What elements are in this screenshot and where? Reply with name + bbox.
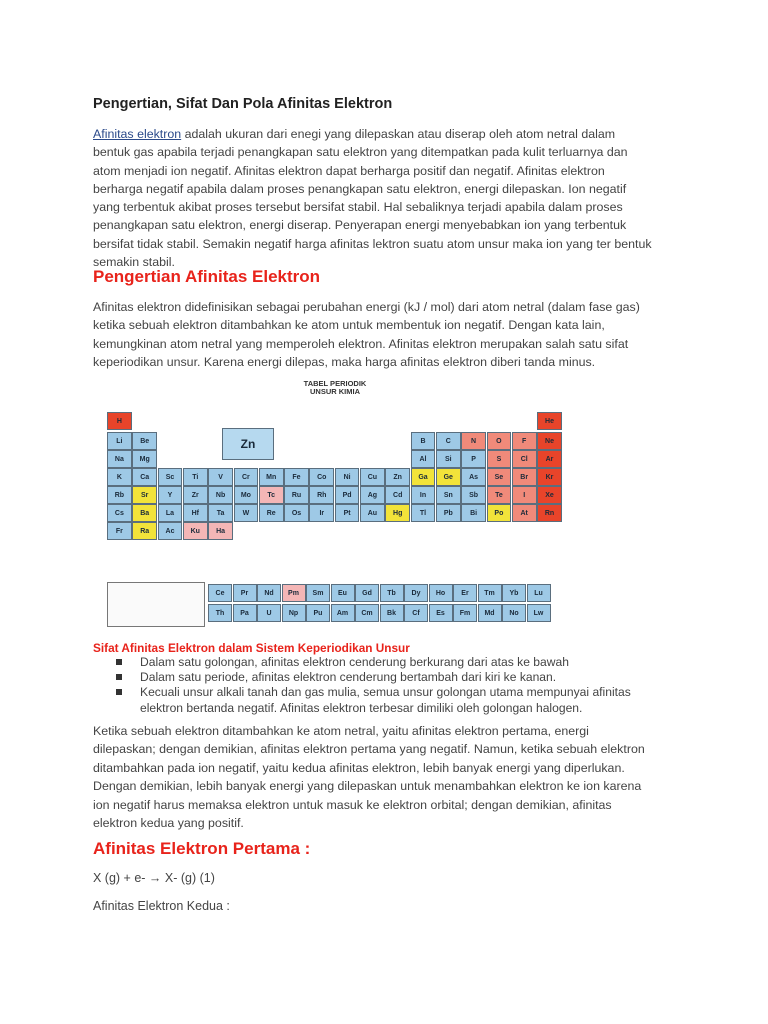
figure-title — [104, 380, 566, 396]
element-cell-pb: Pb — [436, 504, 461, 522]
element-cell-ag: Ag — [360, 486, 385, 504]
element-cell-rb: Rb — [107, 486, 132, 504]
element-cell-ni: Ni — [335, 468, 360, 486]
element-cell-ge: Ge — [436, 468, 461, 486]
list-item — [93, 685, 683, 715]
intro-paragraph — [93, 125, 683, 271]
element-cell-b: B — [411, 432, 436, 450]
element-cell-ra: Ra — [132, 522, 157, 540]
element-cell-ku: Ku — [183, 522, 208, 540]
heading-afinitas-pertama: Afinitas Elektron Pertama : — [93, 839, 311, 858]
paragraph-line: elektron kedua yang positif. — [93, 816, 244, 831]
element-cell-mo: Mo — [234, 486, 259, 504]
element-cell-u: U — [257, 604, 281, 622]
element-cell-pd: Pd — [335, 486, 360, 504]
element-cell-ba: Ba — [132, 504, 157, 522]
element-cell-bk: Bk — [380, 604, 404, 622]
element-cell-p: P — [461, 450, 486, 468]
element-cell-sr: Sr — [132, 486, 157, 504]
element-cell-co: Co — [309, 468, 334, 486]
element-cell-ga: Ga — [411, 468, 436, 486]
definition-paragraph — [93, 298, 683, 371]
element-cell-i: I — [512, 486, 537, 504]
element-cell-rn: Rn — [537, 504, 562, 522]
intro-line: semakin stabil. — [93, 255, 175, 270]
element-cell-pt: Pt — [335, 504, 360, 522]
intro-line: yang terbentuk akibat proses tersebut bersifat stabil. Hal sebaliknya terjadi apabila dalam proses — [93, 200, 623, 215]
element-cell-hf: Hf — [183, 504, 208, 522]
element-cell-br: Br — [512, 468, 537, 486]
element-cell-sm: Sm — [306, 584, 330, 602]
element-cell-cl: Cl — [512, 450, 537, 468]
element-cell-v: V — [208, 468, 233, 486]
bullet-text: elektron bertanda negatif. Afinitas elektron terbesar dimiliki oleh golongan halogen. — [140, 700, 583, 715]
intro-line: penangkapan satu elektron, energi diserap. Penyerapan energi menyebabkan ion yang terbentuk — [93, 218, 627, 233]
element-cell-al: Al — [411, 450, 436, 468]
element-cell-hg: Hg — [385, 504, 410, 522]
element-cell-h: H — [107, 412, 132, 430]
element-cell-as: As — [461, 468, 486, 486]
element-cell-in: In — [411, 486, 436, 504]
element-cell-be: Be — [132, 432, 157, 450]
legend-box — [107, 582, 205, 627]
element-cell-ha: Ha — [208, 522, 233, 540]
element-cell-es: Es — [429, 604, 453, 622]
afinitas-elektron-link[interactable]: Afinitas elektron — [93, 127, 182, 141]
element-cell-nd: Nd — [257, 584, 281, 602]
element-cell-cu: Cu — [360, 468, 385, 486]
element-cell-tc: Tc — [259, 486, 284, 504]
paragraph-line: dilepaskan; dengan demikian, afinitas elektron pertama yang negatif. Namun, ketika sebuah elektron — [93, 742, 645, 757]
element-cell-he: He — [537, 412, 562, 430]
definition-line: keperiodikan unsur. Karena energi dilepas, maka harga afinitas elektron diberi tanda minus. — [93, 354, 596, 369]
paragraph-line: Dengan demikian, lebih banyak energi yang dilepaskan untuk menambahkan elektron ke ion karena — [93, 779, 642, 794]
first-affinity-formula: X (g) + e- → X- (g) (1) — [93, 871, 215, 885]
element-cell-dy: Dy — [404, 584, 428, 602]
periodic-table-figure — [104, 380, 566, 630]
element-cell-pa: Pa — [233, 604, 257, 622]
element-cell-xe: Xe — [537, 486, 562, 504]
element-cell-bi: Bi — [461, 504, 486, 522]
element-cell-li: Li — [107, 432, 132, 450]
element-cell-ca: Ca — [132, 468, 157, 486]
element-cell-se: Se — [487, 468, 512, 486]
element-cell-ti: Ti — [183, 468, 208, 486]
element-cell-fm: Fm — [453, 604, 477, 622]
element-cell-fr: Fr — [107, 522, 132, 540]
element-cell-cr: Cr — [234, 468, 259, 486]
element-cell-ta: Ta — [208, 504, 233, 522]
paragraph-line: Ketika sebuah elektron ditambahkan ke atom netral, yaitu afinitas elektron pertama, energi — [93, 724, 589, 738]
figure-title-line: TABEL PERIODIK — [303, 379, 367, 388]
definition-line: ketika sebuah elektron ditambahkan ke atom untuk membentuk ion negatif. Dengan kata lain, — [93, 318, 605, 333]
element-cell-mn: Mn — [259, 468, 284, 486]
list-item — [93, 670, 683, 685]
element-cell-ho: Ho — [429, 584, 453, 602]
element-cell-zn: Zn — [385, 468, 410, 486]
subheading-sifat: Sifat Afinitas Elektron dalam Sistem Keperiodikan Unsur — [93, 641, 410, 655]
second-affinity-label: Afinitas Elektron Kedua : — [93, 899, 230, 913]
element-cell-tb: Tb — [380, 584, 404, 602]
bullet-text: Dalam satu periode, afinitas elektron cenderung bertambah dari kiri ke kanan. — [140, 670, 557, 685]
electron-affinity-paragraph — [93, 722, 683, 832]
element-cell-cs: Cs — [107, 504, 132, 522]
element-cell-lu: Lu — [527, 584, 551, 602]
paragraph-line: ditambahkan pada ion negatif, yaitu kedua afinitas elektron, lebih banyak energi yang diperlukan. — [93, 760, 625, 775]
paragraph-line: ion negatif harus memaksa elektron untuk masuk ke elektron orbital; dengan demikian, afinitas — [93, 797, 612, 812]
list-item — [93, 655, 683, 670]
property-bullet-list — [93, 655, 683, 716]
element-cell-mg: Mg — [132, 450, 157, 468]
element-cell-ce: Ce — [208, 584, 232, 602]
element-cell-ar: Ar — [537, 450, 562, 468]
element-cell-tl: Tl — [411, 504, 436, 522]
element-cell-gd: Gd — [355, 584, 379, 602]
element-cell-os: Os — [284, 504, 309, 522]
element-cell-o: O — [487, 432, 512, 450]
element-cell-ru: Ru — [284, 486, 309, 504]
intro-line: adalah ukuran dari enegi yang dilepaskan atau diserap oleh atom netral dalam — [181, 127, 616, 141]
definition-line: kemungkinan atom netral yang memperoleh elektron. Afinitas elektron merupakan salah satu sifat — [93, 336, 629, 351]
element-cell-w: W — [234, 504, 259, 522]
element-cell-nb: Nb — [208, 486, 233, 504]
definition-line: Afinitas elektron didefinisikan sebagai perubahan energi (kJ / mol) dari atom netral (dalam fase gas) — [93, 300, 640, 314]
element-cell-c: C — [436, 432, 461, 450]
element-cell-eu: Eu — [331, 584, 355, 602]
element-cell-sc: Sc — [158, 468, 183, 486]
element-cell-cm: Cm — [355, 604, 379, 622]
bullet-text: Kecuali unsur alkali tanah dan gas mulia, semua unsur golongan utama mempunyai afinitas — [140, 685, 631, 700]
bullet-text: Dalam satu golongan, afinitas elektron cenderung berkurang dari atas ke bawah — [140, 655, 569, 669]
element-cell-cf: Cf — [404, 604, 428, 622]
element-cell-zr: Zr — [183, 486, 208, 504]
element-cell-no: No — [502, 604, 526, 622]
element-cell-cd: Cd — [385, 486, 410, 504]
square-bullet-icon — [116, 689, 122, 695]
heading-pengertian: Pengertian Afinitas Elektron — [93, 267, 321, 286]
element-cell-pu: Pu — [306, 604, 330, 622]
element-cell-np: Np — [282, 604, 306, 622]
element-cell-la: La — [158, 504, 183, 522]
intro-line: bersifat tidak stabil. Semakin negatif harga afinitas lektron suatu atom unsur maka ion yang ter bentuk — [93, 236, 652, 251]
square-bullet-icon — [116, 659, 122, 665]
element-cell-f: F — [512, 432, 537, 450]
element-cell-s: S — [487, 450, 512, 468]
element-cell-re: Re — [259, 504, 284, 522]
element-cell-tm: Tm — [478, 584, 502, 602]
element-cell-fe: Fe — [284, 468, 309, 486]
intro-line: berharga negatif apabila dalam proses penangkapan satu elektron, energi dilepaskan. Ion negatif — [93, 181, 627, 196]
document-title: Pengertian, Sifat Dan Pola Afinitas Elektron — [93, 96, 393, 112]
element-cell-lw: Lw — [527, 604, 551, 622]
element-cell-na: Na — [107, 450, 132, 468]
element-cell-kr: Kr — [537, 468, 562, 486]
element-cell-sn: Sn — [436, 486, 461, 504]
element-cell-am: Am — [331, 604, 355, 622]
element-cell-yb: Yb — [502, 584, 526, 602]
featured-element-box: Zn — [222, 428, 274, 460]
element-cell-y: Y — [158, 486, 183, 504]
element-cell-er: Er — [453, 584, 477, 602]
square-bullet-icon — [116, 674, 122, 680]
element-cell-at: At — [512, 504, 537, 522]
element-cell-th: Th — [208, 604, 232, 622]
intro-line: atom menjadi ion negatif. Afinitas elektron dapat berharga positif dan negatif. Afinitas elektron — [93, 163, 605, 178]
element-cell-md: Md — [478, 604, 502, 622]
element-cell-ac: Ac — [158, 522, 183, 540]
element-cell-k: K — [107, 468, 132, 486]
intro-line: bentuk gas apabila terjadi penangkapan satu elektron yang ditempatkan pada kulit terluarnya dan — [93, 145, 628, 160]
figure-title-line: UNSUR KIMIA — [310, 387, 360, 396]
element-cell-sb: Sb — [461, 486, 486, 504]
element-cell-si: Si — [436, 450, 461, 468]
element-cell-ne: Ne — [537, 432, 562, 450]
element-cell-pm: Pm — [282, 584, 306, 602]
element-cell-ir: Ir — [309, 504, 334, 522]
element-cell-po: Po — [487, 504, 512, 522]
element-cell-n: N — [461, 432, 486, 450]
element-cell-rh: Rh — [309, 486, 334, 504]
element-cell-te: Te — [487, 486, 512, 504]
element-cell-au: Au — [360, 504, 385, 522]
element-cell-pr: Pr — [233, 584, 257, 602]
